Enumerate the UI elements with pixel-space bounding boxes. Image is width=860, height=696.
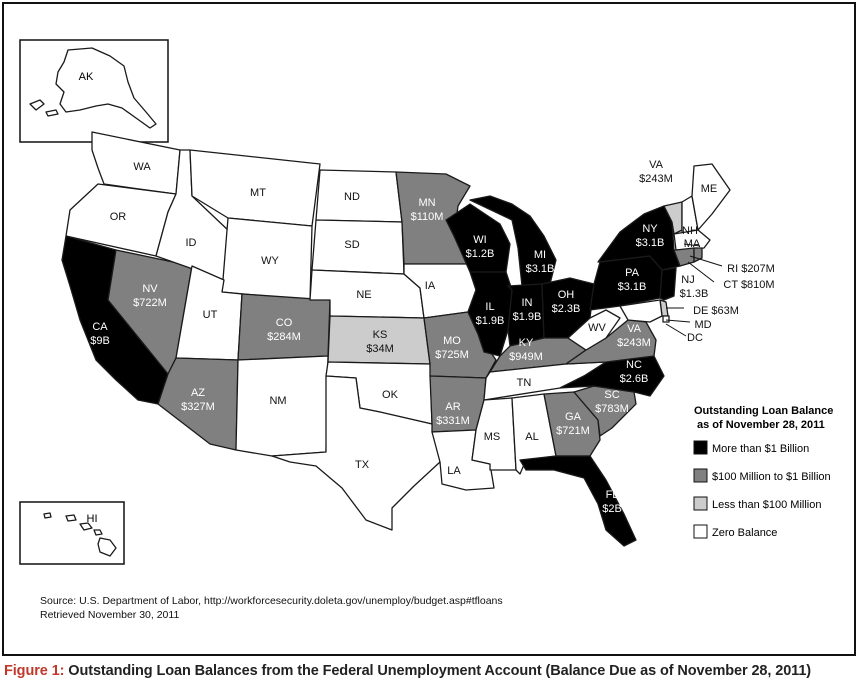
label-ok: OK <box>382 389 398 401</box>
value-ny: $3.1B <box>635 237 665 249</box>
label-wv: WV <box>588 322 606 334</box>
value-ga: $721M <box>556 425 590 437</box>
label-ks: KS <box>372 329 388 341</box>
label-ak: AK <box>78 71 94 83</box>
legend-title-line1: Outstanding Loan Balance <box>694 405 834 417</box>
value-fl: $2B <box>602 503 622 515</box>
value-co: $284M <box>267 331 301 343</box>
label-dc: DC <box>687 332 703 344</box>
state-me <box>692 164 730 230</box>
legend-label-less-than-100m: Less than $100 Million <box>712 499 822 511</box>
value-oh: $2.3B <box>551 303 581 315</box>
label-ky: KY <box>518 337 534 349</box>
label-il: IL <box>485 301 495 313</box>
value-nc: $2.6B <box>619 373 649 385</box>
label-co: CO <box>275 317 293 329</box>
label-oh: OH <box>557 289 575 301</box>
legend-swatch-zero <box>694 525 707 538</box>
label-tx: TX <box>354 459 370 471</box>
label-sc: SC <box>604 389 620 401</box>
label-mi: MI <box>533 249 547 261</box>
label-sd: SD <box>344 239 360 251</box>
value-va: $243M <box>617 337 651 349</box>
label-mn: MN <box>418 197 436 209</box>
label-de: DE $63M <box>693 305 739 317</box>
label-ri: RI $207M <box>727 263 775 275</box>
label-az: AZ <box>190 387 206 399</box>
legend-label-more-than-1b: More than $1 Billion <box>712 443 810 455</box>
legend-title-line2: as of November 28, 2011 <box>697 419 825 431</box>
label-ut: UT <box>202 309 218 321</box>
legend-swatch-less-than-100m <box>694 497 707 510</box>
value-mo: $725M <box>435 349 469 361</box>
value-ks: $34M <box>366 343 394 355</box>
value-mn: $110M <box>410 211 444 223</box>
hawaii-inset <box>20 502 124 564</box>
figure-label: Figure 1: <box>4 663 65 679</box>
label-ny: NY <box>642 223 658 235</box>
label-nm: NM <box>269 395 287 407</box>
label-va: VA <box>627 323 641 335</box>
label-nd: ND <box>344 191 360 203</box>
value-nv: $722M <box>133 297 167 309</box>
legend-label-100m-to-1b: $100 Million to $1 Billion <box>712 471 831 483</box>
label-md: MD <box>694 319 712 331</box>
state-fl <box>520 456 636 546</box>
label-in: IN <box>521 297 533 309</box>
value-il: $1.9B <box>475 315 505 327</box>
label-la: LA <box>447 465 461 477</box>
label-mo: MO <box>443 335 461 347</box>
label-ga: GA <box>565 411 581 423</box>
value-ky: $949M <box>509 351 543 363</box>
value-pa: $3.1B <box>617 281 647 293</box>
state-dc <box>663 316 669 322</box>
label-wi: WI <box>473 234 487 246</box>
source-note <box>40 594 503 622</box>
label-nh: NH <box>682 225 698 237</box>
label-pa: PA <box>625 267 639 279</box>
label-ia: IA <box>424 280 436 292</box>
value-ar: $331M <box>436 415 470 427</box>
value-mi: $3.1B <box>525 263 555 275</box>
label-hi: HI <box>86 513 98 525</box>
label-al: AL <box>525 431 539 443</box>
legend-swatch-100m-to-1b <box>694 469 707 482</box>
source-line-2: Retrieved November 30, 2011 <box>40 609 180 621</box>
label-ne: NE <box>356 289 372 301</box>
value-in: $1.9B <box>512 311 542 323</box>
label-id: ID <box>185 237 197 249</box>
value-sc: $783M <box>595 403 629 415</box>
label-nj: NJ <box>681 274 695 286</box>
label-fl: FL <box>605 489 619 501</box>
value-vt: $243M <box>639 173 673 185</box>
state-nj <box>660 268 676 300</box>
value-wi: $1.2B <box>465 248 495 260</box>
legend <box>694 405 833 539</box>
value-az: $327M <box>181 401 215 413</box>
value-nj: $1.3B <box>679 288 709 300</box>
label-nv: NV <box>142 283 158 295</box>
label-ca: CA <box>92 321 108 333</box>
label-wy: WY <box>261 255 279 267</box>
caption-text: Outstanding Loan Balances from the Federal Unemployment Account (Balance Due as of November 28, 2011) <box>68 663 812 679</box>
label-nc: NC <box>626 359 642 371</box>
label-ma: MA <box>683 238 701 250</box>
label-tn: TN <box>516 377 532 389</box>
value-ca: $9B <box>90 335 110 347</box>
label-me: ME <box>700 183 718 195</box>
alaska-inset <box>20 40 168 142</box>
legend-swatch-more-than-1b <box>694 441 707 454</box>
label-or: OR <box>109 211 127 223</box>
label-vt: VA <box>649 159 663 171</box>
label-ct: CT $810M <box>723 279 775 291</box>
state-ri <box>694 248 702 262</box>
label-ms: MS <box>483 431 501 443</box>
figure-caption <box>4 663 856 679</box>
source-line-1: Source: U.S. Department of Labor, http://workforcesecurity.doleta.gov/unemploy/budget.asp#tfloans <box>40 595 503 607</box>
label-ar: AR <box>445 401 461 413</box>
legend-label-zero: Zero Balance <box>712 527 778 539</box>
label-wa: WA <box>133 161 151 173</box>
label-mt: MT <box>250 187 266 199</box>
